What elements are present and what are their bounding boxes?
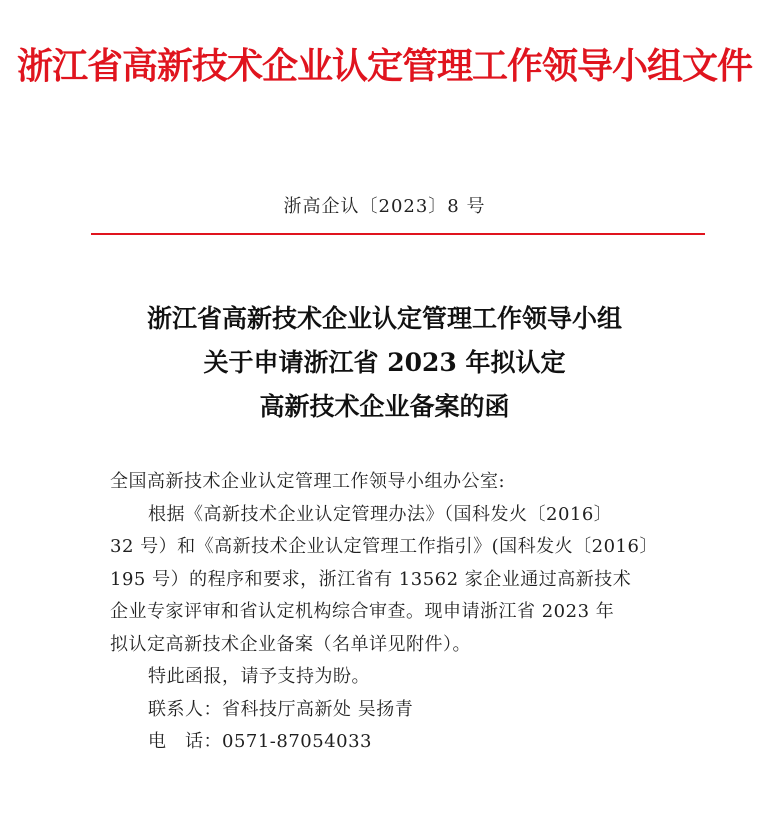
- paragraph-line: 根据《高新技术企业认定管理办法》（国科发火〔2016〕: [148, 503, 613, 525]
- issuer-masthead: 浙江省高新技术企业认定管理工作领导小组文件: [16, 45, 752, 87]
- document-title: [0, 297, 769, 429]
- title-line-1: 浙江省高新技术企业认定管理工作领导小组: [146, 304, 622, 333]
- title-line-2: 关于申请浙江省 2023 年拟认定: [203, 348, 566, 377]
- recipient-line: 全国高新技术企业认定管理工作领导小组办公室:: [110, 471, 506, 492]
- closing-line: 特此函报，请予支持为盼。: [148, 666, 370, 687]
- paragraph-line: 拟认定高新技术企业备案（名单详见附件）。: [110, 633, 471, 655]
- red-divider-line: [91, 233, 705, 235]
- phone-line: 电 话：0571-87054033: [148, 731, 373, 752]
- paragraph-line: 195 号）的程序和要求，浙江省有 13562 家企业通过高新技术: [110, 568, 632, 590]
- paragraph-line: 企业专家评审和省认定机构综合审查。现申请浙江省 2023 年: [110, 601, 615, 622]
- paragraph-line: 32 号）和《高新技术企业认定管理工作指引》(国科发火〔2016〕: [110, 536, 658, 557]
- document-number: 浙高企认〔2023〕8 号: [283, 196, 486, 217]
- title-line-3: 高新技术企业备案的函: [259, 392, 510, 421]
- letter-body: [110, 466, 690, 759]
- contact-line: 联系人：省科技厅高新处 吴扬青: [148, 698, 414, 720]
